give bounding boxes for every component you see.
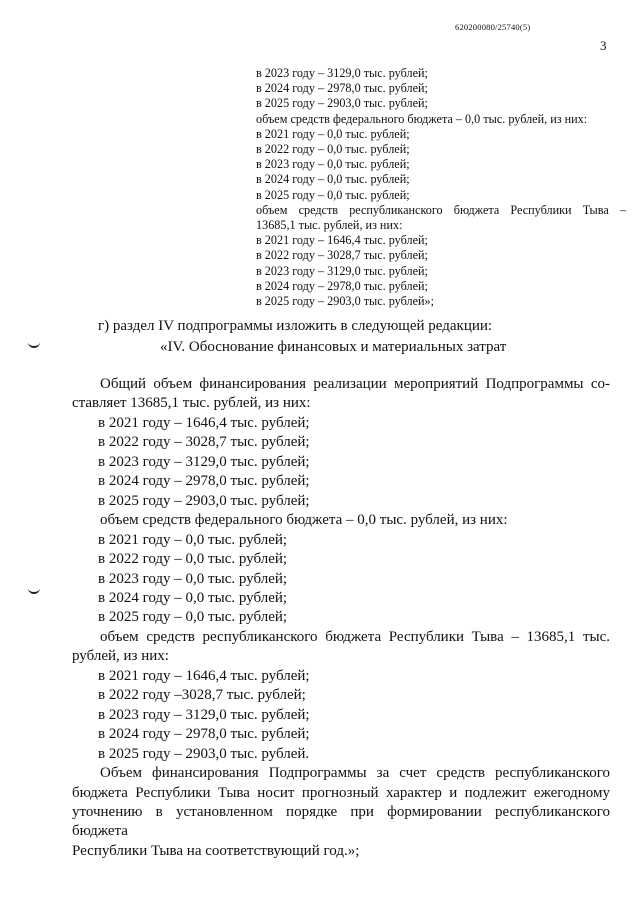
body-line: бюджета Республики Тыва носит прогнозный характер и подлежит ежегодному xyxy=(72,784,610,801)
table-line: в 2021 году – 1646,4 тыс. рублей; xyxy=(256,233,428,248)
body-line: Республики Тыва на соответствующий год.»; xyxy=(72,842,360,859)
section-body xyxy=(72,375,610,861)
body-line: в 2024 году – 2978,0 тыс. рублей; xyxy=(98,473,310,490)
body-line: в 2021 году – 1646,4 тыс. рублей; xyxy=(98,414,310,431)
body-line: Объем финансирования Подпрограммы за счет средств республиканского xyxy=(100,765,610,782)
table-line: в 2025 году – 2903,0 тыс. рублей»; xyxy=(256,294,434,309)
body-line: Общий объем финансирования реализации мероприятий Подпрограммы со- xyxy=(100,376,610,392)
body-line: в 2024 году – 0,0 тыс. рублей; xyxy=(98,589,288,606)
body-line: в 2022 году –3028,7 тыс. рублей; xyxy=(98,687,306,704)
table-line: в 2024 году – 0,0 тыс. рублей; xyxy=(256,172,410,187)
body-line: рублей, из них: xyxy=(72,648,169,665)
table-line: в 2021 году – 0,0 тыс. рублей; xyxy=(256,126,410,141)
table-line: в 2023 году – 0,0 тыс. рублей; xyxy=(256,157,410,172)
body-line: в 2022 году – 3028,7 тыс. рублей; xyxy=(98,434,310,451)
body-line: в 2022 году – 0,0 тыс. рублей; xyxy=(98,551,288,568)
document-code: 620200080/25740(5) xyxy=(455,22,531,32)
table-line: объем средств республиканского бюджета Республики Тыва – xyxy=(256,202,626,217)
body-line: в 2023 году – 3129,0 тыс. рублей; xyxy=(98,706,310,723)
margin-mark xyxy=(28,340,40,348)
body-line: объем средств республиканского бюджета Республики Тыва – 13685,1 тыс. xyxy=(100,628,610,645)
body-line: в 2025 году – 0,0 тыс. рублей; xyxy=(98,609,288,626)
body-line: в 2025 году – 2903,0 тыс. рублей. xyxy=(98,745,310,762)
table-cell-continuation xyxy=(256,66,626,309)
body-line: в 2023 году – 3129,0 тыс. рублей; xyxy=(98,453,310,470)
section-heading: «IV. Обоснование финансовых и материальных затрат xyxy=(160,339,507,355)
table-line: в 2024 году – 2978,0 тыс. рублей; xyxy=(256,278,428,293)
table-line: в 2024 году – 2978,0 тыс. рублей; xyxy=(256,81,428,96)
table-line: 13685,1 тыс. рублей, из них: xyxy=(256,218,403,233)
body-line: уточнению в установленном порядке при формировании республиканского бюджета xyxy=(72,803,610,840)
body-line: объем средств федерального бюджета – 0,0 тыс. рублей, из них: xyxy=(100,512,508,529)
body-line: в 2021 году – 1646,4 тыс. рублей; xyxy=(98,667,310,684)
margin-mark xyxy=(28,586,40,594)
table-line: объем средств федерального бюджета – 0,0 тыс. рублей, из них: xyxy=(256,111,588,126)
body-line: в 2025 году – 2903,0 тыс. рублей; xyxy=(98,492,310,509)
body-line: в 2024 году – 2978,0 тыс. рублей; xyxy=(98,726,310,743)
table-line: в 2022 году – 0,0 тыс. рублей; xyxy=(256,142,410,157)
page-number: 3 xyxy=(600,38,607,53)
table-line: в 2025 году – 0,0 тыс. рублей; xyxy=(256,187,410,202)
body-line: в 2021 году – 0,0 тыс. рублей; xyxy=(98,531,288,548)
table-line: в 2023 году – 3129,0 тыс. рублей; xyxy=(256,263,428,278)
body-line: в 2023 году – 0,0 тыс. рублей; xyxy=(98,570,288,587)
table-line: в 2025 году – 2903,0 тыс. рублей; xyxy=(256,96,428,111)
body-line: ставляет 13685,1 тыс. рублей, из них: xyxy=(72,395,311,412)
table-line: в 2023 году – 3129,0 тыс. рублей; xyxy=(256,66,428,80)
amendment-intro: г) раздел IV подпрограммы изложить в следующей редакции: xyxy=(98,318,493,334)
table-line: в 2022 году – 3028,7 тыс. рублей; xyxy=(256,248,428,263)
